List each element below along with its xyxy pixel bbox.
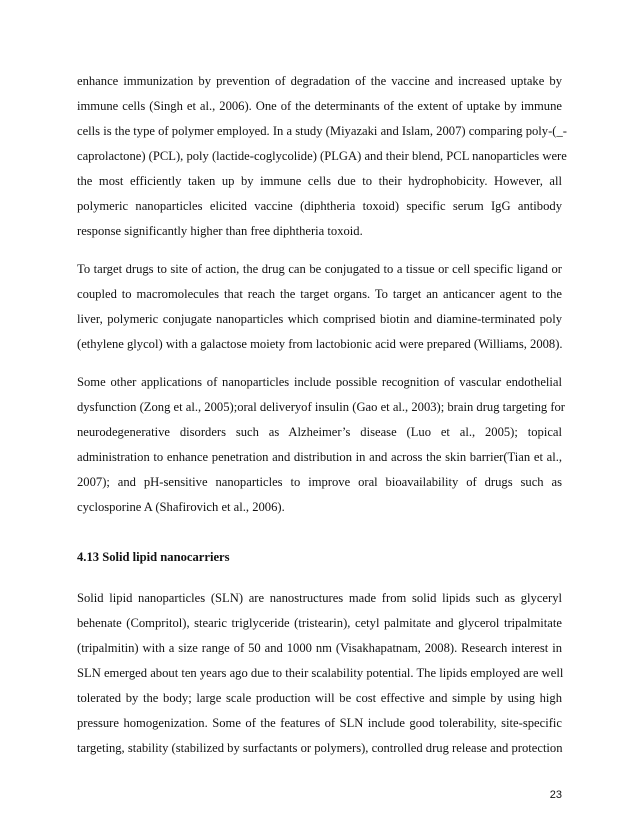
text-line: cyclosporine A (Shafirovich et al., 2006). (77, 500, 285, 514)
text-line: SLN emerged about ten years ago due to their scalability potential. The lipids employed are well (77, 666, 564, 680)
text-line: administration to enhance penetration and distribution in and across the skin barrier(Tian et al., (77, 450, 562, 464)
text-line: dysfunction (Zong et al., 2005);oral deliveryof insulin (Gao et al., 2003); brain drug targeting for (77, 400, 566, 414)
text-line: behenate (Compritol), stearic triglyceride (tristearin), cetyl palmitate and glycerol tripalmitate (77, 616, 562, 630)
page-number: 23 (549, 789, 562, 801)
text-line: Some other applications of nanoparticles include possible recognition of vascular endothelial (77, 375, 562, 389)
text-line: (ethylene glycol) with a galactose moiety from lactobionic acid were prepared (Williams, 2008). (77, 337, 563, 351)
text-line: neurodegenerative disorders such as Alzheimer’s disease (Luo et al., 2005); topical (77, 425, 562, 439)
text-line: (tripalmitin) with a size range of 50 and 1000 nm (Visakhapatnam, 2008). Research interest in (77, 641, 562, 655)
text-line: 2007); and pH-sensitive nanoparticles to improve oral bioavailability of drugs such as (77, 475, 562, 489)
text-line: coupled to macromolecules that reach the target organs. To target an anticancer agent to the (77, 287, 562, 301)
section-heading: 4.13 Solid lipid nanocarriers (77, 550, 230, 564)
text-line: polymeric nanoparticles elicited vaccine (diphtheria toxoid) specific serum IgG antibody (77, 199, 562, 213)
text-line: pressure homogenization. Some of the features of SLN include good tolerability, site-specific (77, 716, 562, 730)
text-line: targeting, stability (stabilized by surfactants or polymers), controlled drug release and protection (77, 741, 563, 755)
text-line: To target drugs to site of action, the drug can be conjugated to a tissue or cell specific ligand or (77, 262, 562, 276)
text-line: response significantly higher than free diphtheria toxoid. (77, 224, 363, 238)
text-line: enhance immunization by prevention of degradation of the vaccine and increased uptake by (77, 74, 562, 88)
text-line: cells is the type of polymer employed. In a study (Miyazaki and Islam, 2007) comparing poly-(_- (77, 124, 567, 138)
text-line: immune cells (Singh et al., 2006). One of the determinants of the extent of uptake by immune (77, 99, 562, 113)
text-line: caprolactone) (PCL), poly (lactide-coglycolide) (PLGA) and their blend, PCL nanoparticles were (77, 149, 567, 163)
text-line: the most efficiently taken up by immune cells due to their hydrophobicity. However, all (77, 174, 562, 188)
text-line: tolerated by the body; large scale production will be cost effective and simple by using high (77, 691, 562, 705)
text-line: liver, polymeric conjugate nanoparticles which comprised biotin and diamine-terminated poly (77, 312, 562, 326)
text-line: Solid lipid nanoparticles (SLN) are nanostructures made from solid lipids such as glyceryl (77, 591, 562, 605)
